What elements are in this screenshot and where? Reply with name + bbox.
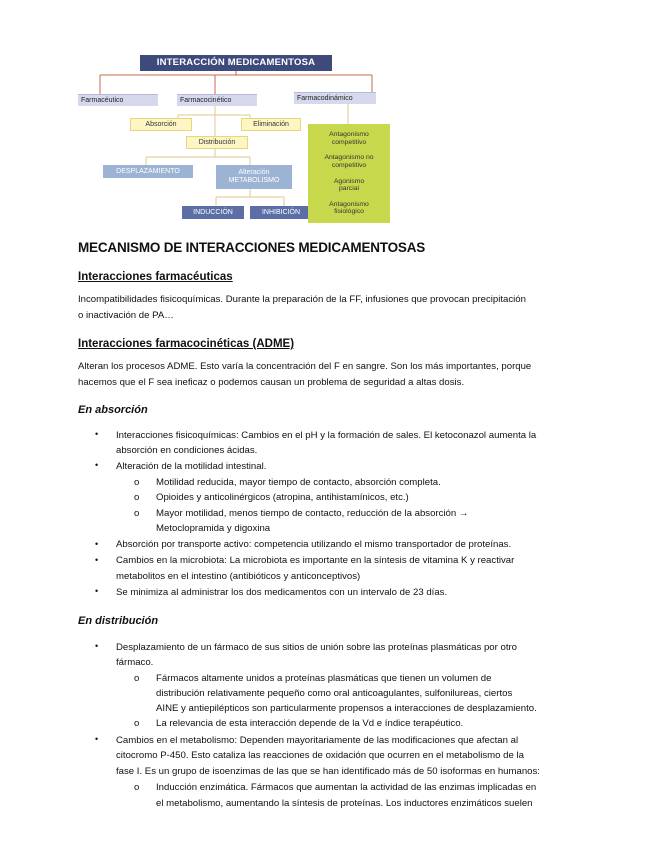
list-item-line: Motilidad reducida, mayor tiempo de contacto, absorción completa. — [156, 477, 441, 488]
page-heading: MECANISMO DE INTERACCIONES MEDICAMENTOSAS — [78, 240, 426, 255]
alteracion-line2: METABOLISMO — [228, 177, 280, 184]
list-item-line: Fármacos altamente unidos a proteínas plasmáticas que tienen un volumen de — [156, 673, 492, 684]
paragraph-line: Alteran los procesos ADME. Esto varía la concentración del F en sangre. Son los más importantes, porque — [78, 361, 532, 372]
paragraph-line: Incompatibilidades fisicoquímicas. Durante la preparación de la FF, infusiones que provocan precipitación — [78, 294, 526, 305]
node-farmaceutico: Farmacéutico — [78, 94, 158, 106]
section-title-farmaceuticas: Interacciones farmacéuticas — [78, 271, 233, 283]
sub-bullet-marker: o — [134, 492, 140, 503]
list-item-line: absorción en condiciones ácidas. — [116, 445, 258, 456]
sub-bullet-marker: o — [134, 782, 140, 793]
node-farmacodinamico-types — [308, 124, 390, 223]
node-absorcion: Absorción — [130, 118, 192, 131]
subsection-title-absorcion: En absorción — [78, 404, 148, 416]
list-item-line: metabolitos en el intestino (antibióticos y anticonceptivos) — [116, 571, 361, 582]
paragraph-line: hacemos que el F sea ineficaz o podemos causan un problema de seguridad a altas dosis. — [78, 377, 465, 388]
diagram-title: INTERACCIÓN MEDICAMENTOSA — [140, 55, 332, 71]
list-item-line: Opioides y anticolinérgicos (atropina, antihistamínicos, etc.) — [156, 492, 409, 503]
node-induccion: INDUCCIÓN — [182, 206, 244, 219]
list-item-line: Cambios en la microbiota: La microbiota es importante en la síntesis de vitamina K y reactivar — [116, 555, 515, 566]
list-item-line: Mayor motilidad, menos tiempo de contacto, reducción de la absorción → — [156, 508, 469, 519]
list-item-line: La relevancia de esta interacción depende de la Vd e índice terapéutico. — [156, 718, 464, 729]
interaction-diagram — [78, 45, 392, 225]
alteracion-line1: Alteración — [238, 169, 270, 176]
node-eliminacion: Eliminación — [241, 118, 301, 131]
green-item: Antagonismo competitivo — [329, 131, 369, 146]
list-item-line: Absorción por transporte activo: competencia utilizando el mismo transportador de proteínas. — [116, 539, 512, 550]
bullet-marker: • — [95, 734, 99, 744]
bullet-marker: • — [95, 555, 99, 565]
list-item-line: AINE y antiepilépticos son particularmente propensos a interacciones de desplazamiento. — [156, 703, 537, 714]
green-item: Antagonismo no competitivo — [324, 154, 374, 169]
list-item-line: Inducción enzimática. Fármacos que aumentan la actividad de las enzimas implicadas en — [156, 782, 537, 793]
bullet-marker: • — [95, 539, 99, 549]
node-alteracion-metabolismo — [216, 165, 292, 189]
bullet-marker: • — [95, 460, 99, 470]
list-item-line: Cambios en el metabolismo: Dependen mayoritariamente de las modificaciones que afectan al — [116, 735, 519, 746]
green-item: Agonismo parcial — [333, 177, 365, 193]
list-item-line: Metoclopramida y digoxina — [156, 523, 271, 534]
bullet-marker: • — [95, 429, 99, 439]
sub-bullet-marker: o — [134, 477, 140, 488]
list-item-line: distribución relativamente pequeño como oral anticoagulantes, sulfonilureas, ciertos — [156, 688, 513, 699]
subsection-title-distribucion: En distribución — [78, 615, 159, 627]
sub-bullet-marker: o — [134, 718, 140, 729]
node-distribucion: Distribución — [186, 136, 248, 149]
list-item-line: Desplazamiento de un fármaco de sus sitios de unión sobre las proteínas plasmáticas por otro — [116, 642, 518, 653]
bullet-marker: • — [95, 641, 99, 651]
green-item: Antagonismo fisiológico — [329, 200, 369, 216]
node-desplazamiento: DESPLAZAMIENTO — [103, 165, 193, 178]
paragraph-line: o inactivación de PA… — [78, 310, 174, 321]
list-item-line: Alteración de la motilidad intestinal. — [116, 461, 267, 472]
section-title-farmacocineticas: Interacciones farmacocinéticas (ADME) — [78, 338, 295, 350]
node-inhibicion: INHIBICIÓN — [250, 206, 312, 219]
list-item-line: Interacciones fisicoquímicas: Cambios en el pH y la formación de sales. El ketoconazol aumenta la — [116, 430, 537, 441]
list-item-line: Se minimiza al administrar los dos medicamentos con un intervalo de 23 días. — [116, 587, 448, 598]
node-farmacocinetico: Farmacocinético — [177, 94, 257, 106]
sub-bullet-marker: o — [134, 673, 140, 684]
node-farmacodinamico: Farmacodinámico — [294, 92, 376, 104]
bullet-marker: • — [95, 586, 99, 596]
list-item-line: fármaco. — [116, 657, 154, 668]
list-item-line: el metabolismo, aumentando la síntesis de proteínas. Los inductores enzimáticos suelen — [156, 798, 533, 809]
sub-bullet-marker: o — [134, 508, 140, 519]
list-item-line: citocromo P-450. Esto cataliza las reacciones de oxidación que ocurren en el metabolismo de la — [116, 750, 524, 761]
list-item-line: fase I. Es un grupo de isoenzimas de las que se han identificado más de 50 isoformas en humanos: — [116, 766, 540, 777]
